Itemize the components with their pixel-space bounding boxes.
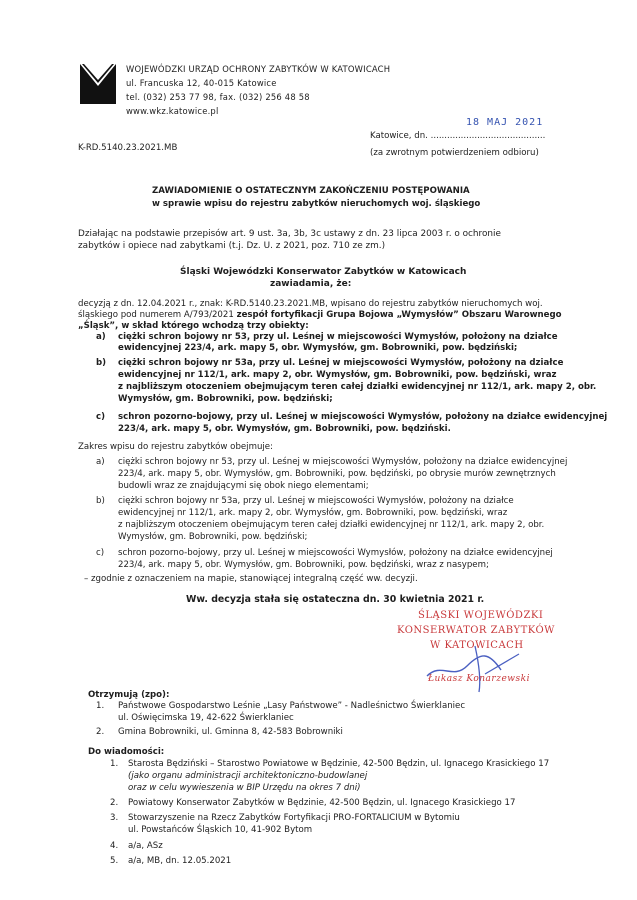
decision-item-line: z najbliższym otoczeniem obejmującym teren całej działki ewidencyjnej nr 112/1, ark. mapy 2, obr. (118, 382, 597, 392)
decision-item-line: ciężki schron bojowy nr 53a, przy ul. Leśnej w miejscowości Wymysłów, położony na działce (118, 358, 564, 368)
cc-heading: Do wiadomości: (88, 747, 165, 757)
decision-line-2-register: śląskiego pod numerem A/793/2021 (78, 310, 237, 320)
decision-line-2 (78, 310, 562, 321)
decision-line-1: decyzją z dn. 12.04.2021 r., znak: K-RD.5140.23.2021.MB, wpisano do rejestru zabytków nieruchomych woj. (78, 299, 543, 309)
cc-marker: 2. (110, 798, 119, 808)
legal-basis-line-2: zabytków i opiece nad zabytkami (t.j. Dz. U. z 2021, poz. 710 ze zm.) (78, 241, 386, 251)
date-line: Katowice, dn. .......................................... (370, 131, 546, 141)
document-subtitle: w sprawie wpisu do rejestru zabytków nieruchomych woj. śląskiego (152, 199, 481, 209)
cc-line: a/a, ASz (128, 841, 163, 851)
cc-line: a/a, MB, dn. 12.05.2021 (128, 856, 232, 866)
scope-item-line: ciężki schron bojowy nr 53, przy ul. Leśnej w miejscowości Wymysłów, położony na działce ewidencyjnej (118, 457, 568, 467)
cc-marker: 1. (110, 759, 119, 769)
recipient-line: ul. Oświęcimska 19, 42-622 Świerklaniec (118, 713, 294, 723)
scope-item-line: budowli wraz ze znajdującymi się obok niego elementami; (118, 481, 369, 491)
office-address: ul. Francuska 12, 40-015 Katowice (126, 78, 277, 88)
final-statement: Ww. decyzja stała się ostateczna dn. 30 kwietnia 2021 r. (186, 594, 485, 605)
decision-item-marker: b) (96, 358, 107, 368)
cc-line: ul. Powstańców Śląskich 10, 41-902 Bytom (128, 825, 313, 835)
case-reference: K-RD.5140.23.2021.MB (78, 143, 178, 153)
office-phone: tel. (032) 253 77 98, fax. (032) 256 48 58 (126, 92, 310, 102)
conservator-name: Śląski Wojewódzki Konserwator Zabytków w Katowicach (180, 267, 467, 277)
office-emblem-icon (80, 64, 116, 104)
decision-item-line: Wymysłów, gm. Bobrowniki, pow. będziński; (118, 394, 333, 404)
legal-basis-line-1: Działając na podstawie przepisów art. 9 ust. 3a, 3b, 3c ustawy z dn. 23 lipca 2003 r. o ochronie (78, 229, 501, 239)
delivery-note: (za zwrotnym potwierdzeniem odbioru) (370, 148, 539, 158)
stamp-line-2: KONSERWATOR ZABYTKÓW (397, 625, 555, 636)
decision-line-2-object: zespół fortyfikacji Grupa Bojowa „Wymysłów” Obszaru Warownego (236, 310, 562, 320)
cc-marker: 3. (110, 813, 119, 823)
decision-item-line: ewidencyjnej nr 112/1, ark. mapy 2, obr. Wymysłów, gm. Bobrowniki, pow. będziński, wraz (118, 370, 557, 380)
stamp-line-1: ŚLĄSKI WOJEWÓDZKI (418, 610, 544, 621)
document-title: ZAWIADOMIENIE O OSTATECZNYM ZAKOŃCZENIU POSTĘPOWANIA (152, 186, 470, 196)
decision-item-line: 223/4, ark. mapy 5, obr. Wymysłów, gm. Bobrowniki, pow. będziński. (118, 424, 451, 434)
recipient-marker: 1. (96, 701, 105, 711)
stamp-line-3: W KATOWICACH (430, 640, 524, 651)
decision-item-line: ewidencyjnej 223/4, ark. mapy 5, obr. Wymysłów, gm. Bobrowniki, pow. będziński; (118, 343, 518, 353)
scope-footer: – zgodnie z oznaczeniem na mapie, stanowiącej integralną część ww. decyzji. (84, 574, 418, 584)
decision-line-3: „Śląsk”, w skład którego wchodzą trzy obiekty: (78, 321, 309, 331)
cc-note-line: oraz w celu wywieszenia w BIP Urzędu na okres 7 dni) (128, 783, 361, 793)
scope-item-line: Wymysłów, gm. Bobrowniki, pow. będziński; (118, 532, 308, 542)
handwritten-signature (415, 636, 525, 696)
cc-marker: 5. (110, 856, 119, 866)
scope-item-marker: c) (96, 548, 105, 558)
stamp-signatory: Łukasz Konarzewski (428, 674, 530, 684)
cc-line: Stowarzyszenie na Rzecz Zabytków Fortyfikacji PRO-FORTALICIUM w Bytomiu (128, 813, 460, 823)
decision-item-marker: c) (96, 412, 106, 422)
scope-item-line: ciężki schron bojowy nr 53a, przy ul. Leśnej w miejscowości Wymysłów, położony na działce (118, 496, 514, 506)
date-stamp: 18 MAJ 2021 (466, 117, 544, 128)
cc-line: Powiatowy Konserwator Zabytków w Będzinie, 42-500 Będzin, ul. Ignacego Krasickiego 17 (128, 798, 516, 808)
scope-item-line: schron pozorno-bojowy, przy ul. Leśnej w miejscowości Wymysłów, położony na działce ewidencyjnej (118, 548, 553, 558)
scope-item-line: 223/4, ark. mapy 5, obr. Wymysłów, gm. Bobrowniki, pow. będziński, wraz z nasypem; (118, 560, 489, 570)
decision-item-line: schron pozorno-bojowy, przy ul. Leśnej w miejscowości Wymysłów, położony na działce ewidencyjnej (118, 412, 608, 422)
conservator-announces: zawiadamia, że: (270, 279, 352, 289)
scope-item-line: z najbliższym otoczeniem obejmującym teren całej działki ewidencyjnej nr 112/1, ark. mapy 2, obr. (118, 520, 545, 530)
scope-item-marker: a) (96, 457, 105, 467)
scope-heading: Zakres wpisu do rejestru zabytków obejmuje: (78, 442, 273, 452)
cc-marker: 4. (110, 841, 119, 851)
recipients-heading: Otrzymują (zpo): (88, 690, 170, 700)
scope-item-marker: b) (96, 496, 105, 506)
decision-item-marker: a) (96, 332, 106, 342)
recipient-line: Państwowe Gospodarstwo Leśnie „Lasy Państwowe” - Nadleśnictwo Świerklaniec (118, 701, 466, 711)
cc-line: Starosta Będziński – Starostwo Powiatowe w Będzinie, 42-500 Będzin, ul. Ignacego Krasickiego 17 (128, 759, 550, 769)
decision-item-line: ciężki schron bojowy nr 53, przy ul. Leśnej w miejscowości Wymysłów, położony na działce (118, 332, 558, 342)
scope-item-line: ewidencyjnej nr 112/1, ark. mapy 2, obr. Wymysłów, gm. Bobrowniki, pow. będziński, wraz (118, 508, 508, 518)
office-name: WOJEWÓDZKI URZĄD OCHRONY ZABYTKÓW W KATOWICACH (126, 64, 391, 74)
cc-note-line: (jako organu administracji architektoniczno-budowlanej (128, 771, 368, 781)
recipient-line: Gmina Bobrowniki, ul. Gminna 8, 42-583 Bobrowniki (118, 727, 343, 737)
scope-item-line: 223/4, ark. mapy 5, obr. Wymysłów, gm. Bobrowniki, pow. będziński, po obrysie murów zewnętrznych (118, 469, 556, 479)
office-website: www.wkz.katowice.pl (126, 106, 219, 116)
recipient-marker: 2. (96, 727, 105, 737)
